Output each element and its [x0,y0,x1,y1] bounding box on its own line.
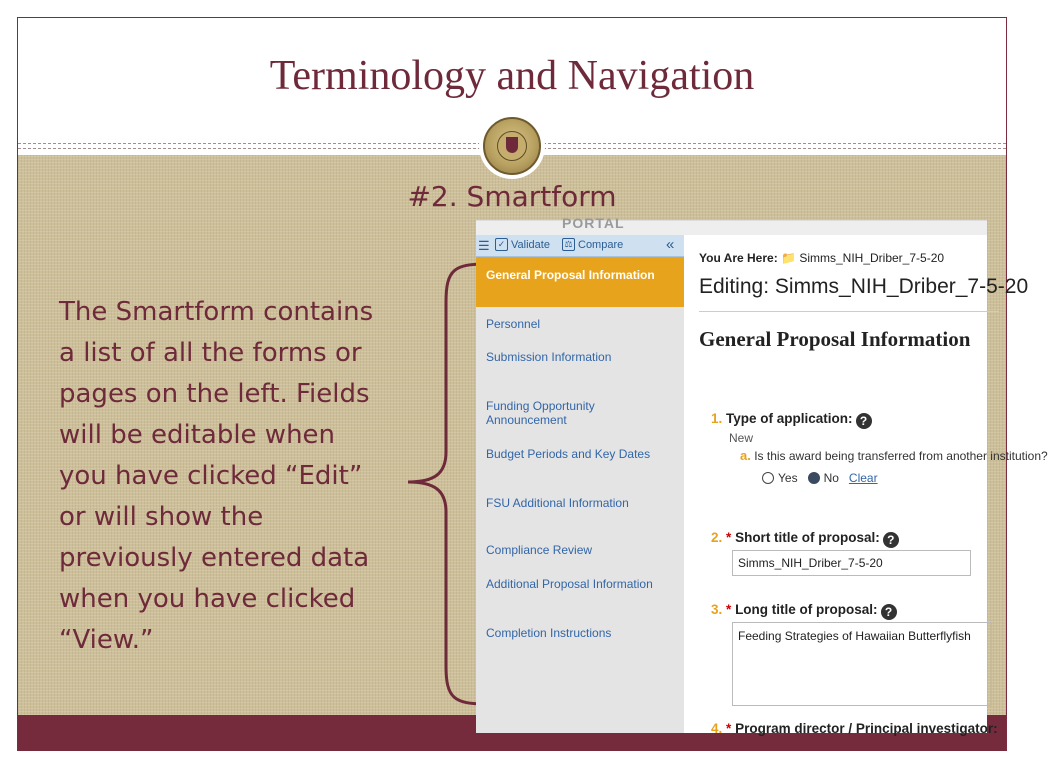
seal-shield-icon [506,137,518,153]
smartform-screenshot [476,215,1048,736]
question-number: 4. [711,721,723,736]
breadcrumb-item[interactable]: Simms_NIH_Driber_7-5-20 [799,251,945,265]
breadcrumb [699,251,944,265]
question-label: Long title of proposal: [735,602,878,617]
question-long-title [711,602,897,620]
question-type-of-application [711,411,872,429]
required-marker: * [726,602,732,617]
sidebar-item-budget-periods[interactable]: Budget Periods and Key Dates [486,447,651,461]
long-title-textarea[interactable]: Feeding Strategies of Hawaiian Butterflyfish [732,622,992,706]
editing-label: Editing: [699,275,770,298]
sidebar-item-fsu-additional-information[interactable]: FSU Additional Information [486,496,629,510]
sidebar-item-completion-instructions[interactable]: Completion Instructions [486,626,612,640]
portal-label: PORTAL [562,215,625,231]
question-number: 2. [711,530,723,545]
question-award-transferred [740,448,1048,463]
hamburger-icon[interactable]: ☰ [478,238,490,253]
compare-scale-icon: ⚖ [562,238,575,251]
question-label: Type of application: [726,411,853,426]
compare-label: Compare [578,238,624,251]
editing-heading [699,275,1028,299]
sidebar-item-additional-proposal-information[interactable]: Additional Proposal Information [486,577,653,591]
compare-button[interactable] [562,238,623,251]
radio-no[interactable] [808,472,820,484]
breadcrumb-prefix: You Are Here: [699,251,778,265]
smartform-main-panel [684,235,1048,736]
slide-body-text: The Smartform contains a list of all the forms or pages on the left. Fields will be editable when you have clicked “Edit” or will show the previously entered data when you have clicked “View.” [59,297,374,655]
sidebar-item-personnel[interactable]: Personnel [486,317,541,331]
question-number: 3. [711,602,723,617]
required-marker: * [726,721,732,736]
radio-yes-label: Yes [778,471,798,485]
validate-check-icon: ✓ [495,238,508,251]
sidebar-item-compliance-review[interactable]: Compliance Review [486,543,593,557]
question-label: Short title of proposal: [735,530,880,545]
question-label: Program director / Principal investigator: [735,721,998,736]
question-label: Is this award being transferred from another institution? [754,449,1048,463]
slide-title: Terminology and Navigation [269,53,755,99]
help-icon[interactable]: ? [856,413,872,429]
validate-label: Validate [511,238,550,251]
type-of-application-value: New [729,431,754,445]
university-seal-logo [483,117,541,175]
question-short-title [711,530,899,548]
smartform-toolbar [476,235,684,257]
section-title: General Proposal Information [699,327,971,351]
question-letter: a. [740,448,751,463]
slide-subtitle: #2. Smartform [407,180,617,213]
help-icon[interactable]: ? [883,532,899,548]
active-nav-highlight [476,257,684,307]
question-number: 1. [711,411,723,426]
sidebar-item-funding-opportunity-announcement[interactable]: Funding Opportunity Announcement [486,399,595,427]
radio-no-label: No [823,471,839,485]
sidebar-item-submission-information[interactable]: Submission Information [486,350,612,364]
question-program-director [711,721,998,736]
transfer-radio-group [762,471,878,485]
help-icon[interactable]: ? [881,604,897,620]
heading-divider [699,311,999,312]
clear-link[interactable]: Clear [848,471,878,485]
folder-icon: 📁 [781,251,796,265]
validate-button[interactable] [495,238,550,251]
radio-yes[interactable] [762,472,774,484]
required-marker: * [726,530,732,545]
editing-name: Simms_NIH_Driber_7-5-20 [774,275,1029,298]
short-title-input[interactable]: Simms_NIH_Driber_7-5-20 [732,550,971,576]
portal-header-strip [476,215,987,235]
double-chevron-left-icon[interactable]: « [666,236,675,253]
sidebar-item-general-proposal-information[interactable]: General Proposal Information [486,268,655,282]
smartform-sidebar [476,257,684,733]
